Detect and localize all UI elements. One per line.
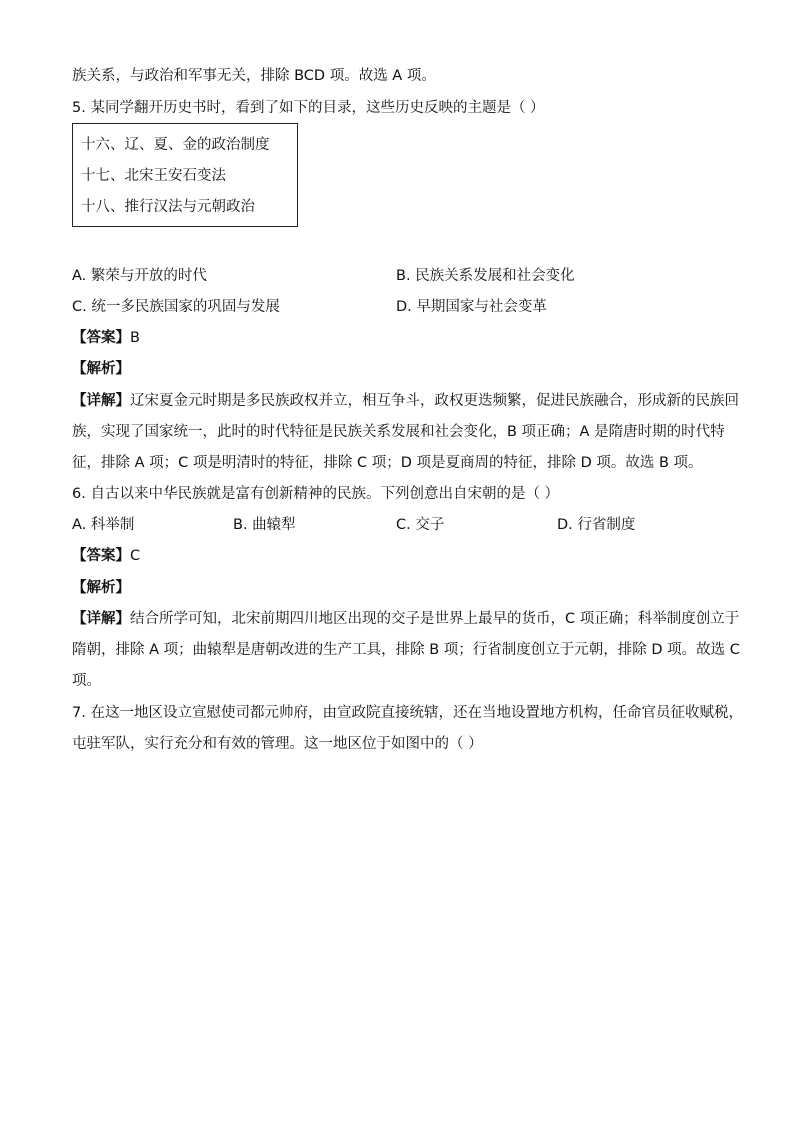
q5-table-of-contents-box: [72, 123, 298, 227]
q6-detail-line-1: [72, 609, 739, 629]
q7-stem-line-2: 屯驻军队，实行充分和有效的管理。这一地区位于如图中的（ ）: [72, 736, 483, 752]
q6-option-b: B. 曲辕犁: [233, 517, 296, 533]
q6-stem: 6. 自古以来中华民族就是富有创新精神的民族。下列创意出自宋朝的是（ ）: [72, 486, 560, 502]
answer-label: 【答案】: [72, 548, 130, 564]
answer-label: 【答案】: [72, 330, 130, 346]
q7-stem-line-1: 7. 在这一地区设立宣慰使司都元帅府，由宣政院直接统辖，还在当地设置地方机构，任命官员征收赋税，: [72, 705, 743, 721]
q5-option-b: B. 民族关系发展和社会变化: [396, 268, 575, 284]
q5-stem: 5. 某同学翻开历史书时，看到了如下的目录，这些历史反映的主题是（ ）: [72, 100, 545, 116]
answer-value: B: [130, 330, 140, 346]
q5-answer-line: [72, 328, 140, 348]
detail-text: 辽宋夏金元时期是多民族政权并立，相互争斗，政权更迭频繁，促进民族融合，形成新的民族回: [130, 393, 739, 409]
q5-option-d: D. 早期国家与社会变革: [396, 299, 547, 315]
q6-answer-line: [72, 546, 140, 566]
q6-analysis-line: [72, 578, 130, 598]
q6-option-a: A. 科举制: [72, 517, 135, 533]
detail-text: 结合所学可知，北宋前期四川地区出现的交子是世界上最早的货币，C 项正确；科举制度创立于: [130, 611, 740, 627]
q5-detail-line-1: [72, 391, 739, 411]
q5-analysis-line: [72, 359, 130, 379]
toc-item: 十六、辽、夏、金的政治制度: [81, 137, 270, 153]
q4-explanation-tail: 族关系，与政治和军事无关，排除 BCD 项。故选 A 项。: [72, 68, 436, 84]
detail-label: 【详解】: [72, 393, 130, 409]
q6-option-c: C. 交子: [396, 517, 445, 533]
q6-detail-line-3: 项。: [72, 673, 101, 689]
q6-option-d: D. 行省制度: [557, 517, 636, 533]
analysis-label: 【解析】: [72, 361, 130, 377]
toc-item: 十七、北宋王安石变法: [81, 168, 226, 184]
answer-value: C: [130, 548, 141, 564]
toc-item: 十八、推行汉法与元朝政治: [81, 199, 255, 215]
q5-option-a: A. 繁荣与开放的时代: [72, 268, 207, 284]
q5-detail-line-2: 族，实现了国家统一，此时的时代特征是民族关系发展和社会变化，B 项正确；A 是隋唐时期的时代特: [72, 424, 725, 440]
analysis-label: 【解析】: [72, 580, 130, 596]
q6-detail-line-2: 隋朝，排除 A 项；曲辕犁是唐朝改进的生产工具，排除 B 项；行省制度创立于元朝，排除 D 项。故选 C: [72, 642, 740, 658]
detail-label: 【详解】: [72, 611, 130, 627]
q5-option-c: C. 统一多民族国家的巩固与发展: [72, 299, 280, 315]
q5-detail-line-3: 征，排除 A 项；C 项是明清时的特征，排除 C 项；D 项是夏商周的特征，排除 D 项。故选 B 项。: [72, 455, 703, 471]
